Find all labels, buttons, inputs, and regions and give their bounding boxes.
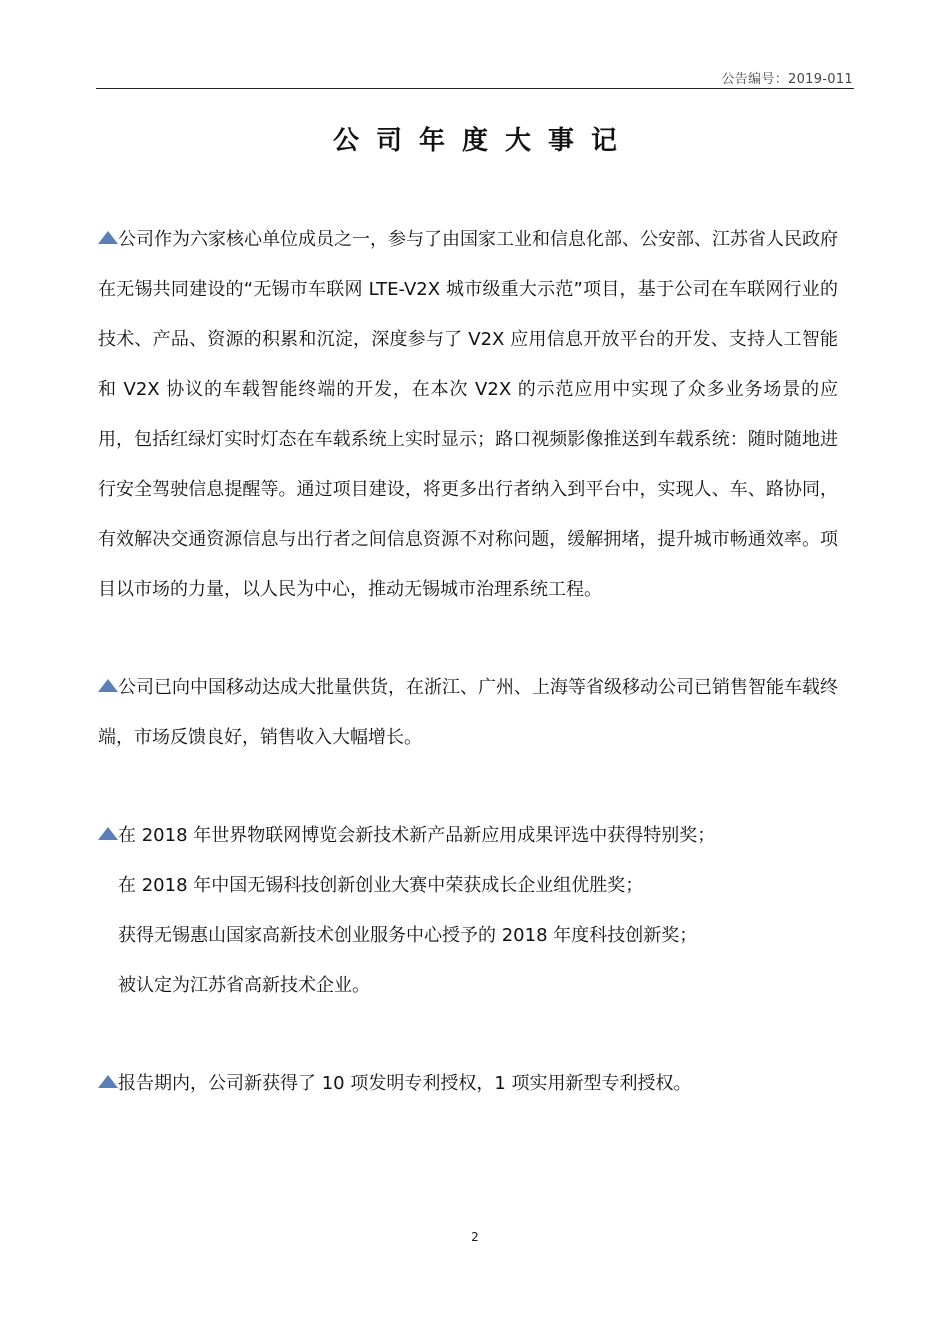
award-text: 在 2018 年世界物联网博览会新技术新产品新应用成果评选中获得特别奖； — [118, 825, 716, 846]
award-line: 被认定为江苏省高新技术企业。 — [118, 975, 370, 996]
event-text-china-mobile: 公司已向中国移动达成大批量供货，在浙江、广州、上海等省级移动公司已销售智能车载终端，市场反馈良好，销售收入大幅增长。 — [98, 677, 838, 748]
award-line: 获得无锡惠山国家高新技术创业服务中心授予的 2018 年度科技创新奖； — [118, 925, 698, 946]
event-paragraph-v2x — [98, 215, 838, 615]
event-text-patents: 报告期内，公司新获得了 10 项发明专利授权，1 项实用新型专利授权。 — [118, 1073, 692, 1094]
award-line: 在 2018 年中国无锡科技创新创业大赛中荣获成长企业组优胜奖； — [118, 875, 644, 896]
page-title: 公司年度大事记 — [332, 126, 634, 156]
triangle-bullet-icon — [98, 827, 118, 840]
event-paragraph-china-mobile — [98, 663, 838, 763]
award-line — [98, 811, 838, 861]
event-paragraph-awards — [98, 811, 838, 1011]
triangle-bullet-icon — [98, 1075, 118, 1088]
triangle-bullet-icon — [98, 231, 118, 244]
page-number: 2 — [471, 1230, 479, 1244]
triangle-bullet-icon — [98, 679, 118, 692]
announcement-number: 公告编号：2019-011 — [721, 72, 853, 87]
event-paragraph-patents — [98, 1059, 838, 1109]
event-text-v2x: 公司作为六家核心单位成员之一，参与了由国家工业和信息化部、公安部、江苏省人民政府在无锡共同建设的“无锡市车联网 LTE-V2X 城市级重大示范”项目，基于公司在车联网行业的技术、产品、资源的积累和沉淀，深度参与了 V2X 应用信息开放平台的开发、支持人工智能和 V2X 协议的车载智能终端的开发，在本次 V2X 的示范应用中实现了众多业务场景的应用，包括红绿灯实时灯态在车载系统上实时显示；路口视频影像推送到车载系统：随时随地进行安全驾驶信息提醒等。通过项目建设，将更多出行者纳入到平台中，实现人、车、路协同，有效解决交通资源信息与出行者之间信息资源不对称问题，缓解拥堵，提升城市畅通效率。项目以市场的力量，以人民为中心，推动无锡城市治理系统工程。 — [98, 229, 838, 600]
header-divider — [96, 88, 854, 89]
document-body — [98, 215, 838, 1109]
